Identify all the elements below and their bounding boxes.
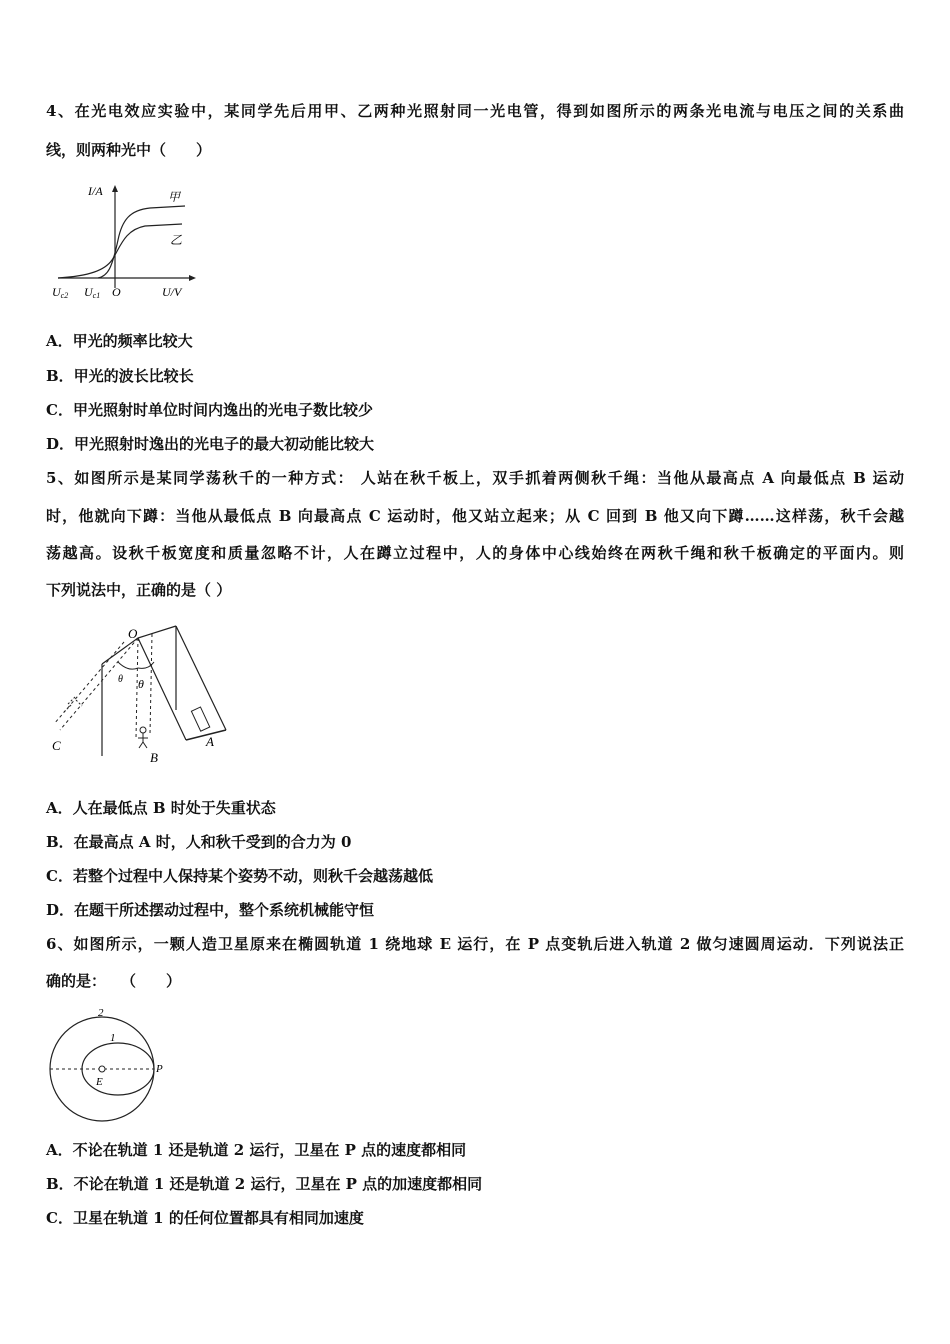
q5-rope-a1 — [138, 638, 186, 740]
q4-label-ia: I/A — [88, 184, 103, 198]
q5-label-b: B — [150, 750, 158, 765]
q5-label-theta-right: θ — [138, 677, 144, 691]
q4-option-d: D．甲光照射时逸出的光电子的最大初动能比较大 — [46, 435, 375, 453]
q4-label-yi: 乙 — [170, 233, 183, 247]
q5-person-c — [64, 696, 82, 712]
q4-option-a: A．甲光的频率比较大 — [46, 332, 193, 350]
q6-label-1: 1 — [110, 1032, 116, 1044]
q4-stem-line-1: 4、在光电效应实验中，某同学先后用甲、乙两种光照射同一光电管，得到如图所示的两条光电流与电压之间的关系曲 — [46, 102, 904, 120]
q4-label-origin: O — [112, 285, 121, 299]
q6-earth — [99, 1066, 105, 1072]
q6-option-a: A．不论在轨道 1 还是轨道 2 运行，卫星在 P 点的速度都相同 — [46, 1141, 467, 1159]
q5-option-b: B．在最高点 A 时，人和秋千受到的合力为 0 — [46, 833, 352, 851]
q5-label-theta-left: θ — [118, 674, 123, 685]
q5-person-b-head — [140, 727, 146, 733]
q4-iv-graph — [50, 180, 200, 305]
q5-stem-line-4: 下列说法中，正确的是（ ） — [46, 581, 232, 599]
q4-label-uv: U/V — [162, 285, 182, 299]
q5-label-c: C — [52, 738, 61, 753]
q4-option-c: C．甲光照射时单位时间内逸出的光电子数比较少 — [46, 401, 373, 419]
q4-label-jia: 甲 — [168, 190, 181, 204]
q5-stem-line-3: 荡越高。设秋千板宽度和质量忽略不计，人在蹲立过程中，人的身体中心线始终在两秋千绳和秋千板确定的平面内。则 — [46, 544, 904, 562]
q6-label-2: 2 — [98, 1007, 104, 1019]
q4-y-arrow — [112, 185, 118, 192]
q5-swing-figure — [46, 620, 236, 768]
q5-rope-c1 — [60, 638, 138, 730]
q5-option-d: D．在题干所述摆动过程中，整个系统机械能守恒 — [46, 901, 375, 919]
q4-stem-line-2: 线，则两种光中（ ） — [46, 141, 212, 159]
q6-label-p: P — [156, 1063, 163, 1075]
q4-label-uc2: Uc2 — [52, 285, 69, 300]
q4-label-uc1: Uc1 — [84, 285, 101, 300]
q6-stem-line-2: 确的是： （ ） — [46, 972, 182, 990]
q5-stem-line-1: 5、如图所示是某同学荡秋千的一种方式： 人站在秋千板上，双手抓着两侧秋千绳：当他从最高点 A 向最低点 B 运动 — [46, 469, 904, 487]
q4-option-b: B．甲光的波长比较长 — [46, 367, 194, 385]
q5-stem-line-2: 时，他就向下蹲：当他从最低点 B 向最高点 C 运动时，他又站立起来；从 C 回到 B 他又向下蹲……这样荡，秋千会越 — [46, 507, 904, 525]
q4-x-arrow — [189, 275, 196, 281]
q5-person-a — [191, 707, 209, 731]
q6-orbit-figure — [46, 1005, 176, 1125]
q5-label-o: O — [128, 626, 138, 641]
q5-angle-arc-left — [118, 662, 138, 669]
q5-rope-a2 — [176, 626, 226, 730]
q5-option-c: C．若整个过程中人保持某个姿势不动，则秋千会越荡越低 — [46, 867, 433, 885]
q5-frame-top — [138, 626, 176, 638]
q5-option-a: A．人在最低点 B 时处于失重状态 — [46, 799, 276, 817]
q5-label-a: A — [206, 734, 214, 749]
q5-person-b-body — [138, 733, 148, 748]
q6-stem-line-1: 6、如图所示，一颗人造卫星原来在椭圆轨道 1 绕地球 E 运行，在 P 点变轨后进入轨道 2 做匀速圆周运动．下列说法正 — [46, 935, 904, 953]
q5-frame-left-top — [102, 638, 138, 664]
q6-option-c: C．卫星在轨道 1 的任何位置都具有相同加速度 — [46, 1209, 364, 1227]
q6-option-b: B．不论在轨道 1 还是轨道 2 运行，卫星在 P 点的加速度都相同 — [46, 1175, 483, 1193]
q5-rope-b2 — [150, 634, 152, 734]
q6-label-e: E — [96, 1076, 103, 1088]
